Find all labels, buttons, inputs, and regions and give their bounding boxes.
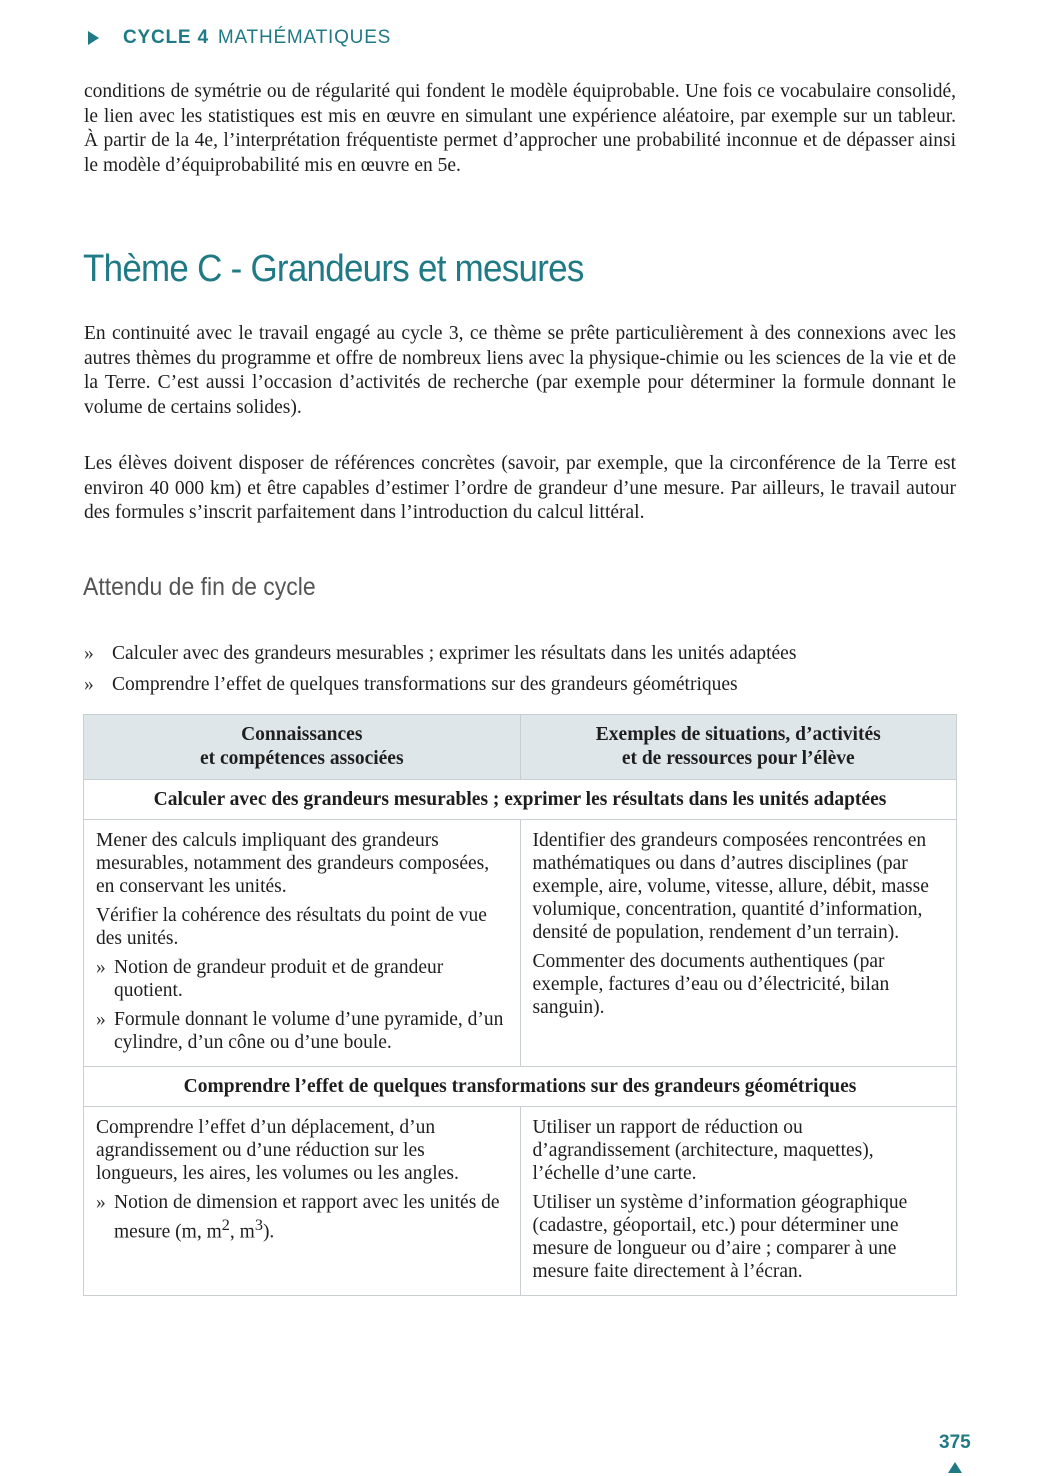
table-row — [84, 1107, 957, 1296]
table-row — [84, 820, 957, 1067]
section-title: Calculer avec des grandeurs mesurables ; exprimer les résultats dans les unités adaptées — [84, 780, 957, 820]
cell-paragraph: Commenter des documents authentiques (par exemple, factures d’eau ou d’électricité, bilan sanguin). — [532, 951, 890, 1018]
header-cycle: CYCLE 4 — [123, 27, 209, 48]
table-cell-right — [520, 1107, 957, 1296]
cell-bullet: » Notion de grandeur produit et de grandeur quotient. — [96, 957, 444, 1001]
chevron-bullet-icon: » — [96, 1192, 106, 1213]
cell-bullet: » Notion de dimension et rapport avec les unités de mesure (m, $m^2$, $m^3$). — [96, 1192, 500, 1243]
table-cell-right — [520, 820, 957, 1067]
cell-paragraph: Utiliser un rapport de réduction ou d’agrandissement (architecture, maquettes), l’échelle d’une carte. — [532, 1117, 874, 1184]
cell-paragraph: Mener des calculs impliquant des grandeurs mesurables, notamment des grandeurs composées, en conservant les unités. — [96, 830, 490, 897]
section-row — [84, 1067, 957, 1107]
header-cell-exemples: Exemples de situations, d’activités et de ressources pour l’élève — [520, 715, 957, 780]
cell-paragraph: Vérifier la cohérence des résultats du point de vue des unités. — [96, 905, 487, 949]
goal-text: Comprendre l’effet de quelques transformations sur des grandeurs géométriques — [112, 674, 738, 695]
header-cell-connaissances: Connaissances et compétences associées — [84, 715, 521, 780]
cell-paragraph: Identifier des grandeurs composées rencontrées en mathématiques ou dans d’autres disciplines (par exemple, aire, volume, vitesse, allure, débit, masse volumique, concentration, quantité d’information, densité de population, rendement d’un terrain). — [532, 830, 929, 943]
cell-bullet: » Formule donnant le volume d’une pyramide, d’un cylindre, d’un cône ou d’une boule. — [96, 1009, 504, 1053]
chevron-bullet-icon: » — [84, 643, 94, 664]
list-item — [84, 638, 964, 669]
triangle-up-icon — [948, 1462, 962, 1473]
intro-paragraph: conditions de symétrie ou de régularité qui fondent le modèle équiprobable. Une fois ce vocabulaire consolidé, le lien avec les statistiques est mis en œuvre en simulant une expérience aléatoire, par exemple sur un tableur. À partir de la 4e, l’interprétation fréquentiste permet d’approcher une probabilité inconnue et de dépasser ainsi le modèle d’équiprobabilité mis en œuvre en 5e. — [84, 81, 956, 176]
chevron-bullet-icon: » — [84, 674, 94, 695]
triangle-right-icon — [88, 31, 99, 45]
chevron-bullet-icon: » — [96, 1009, 106, 1030]
list-item — [84, 669, 964, 700]
competences-table — [83, 714, 957, 1296]
paragraph-2: Les élèves doivent disposer de références concrètes (savoir, par exemple, que la circonférence de la Terre est environ 40 000 km) et être capables d’estimer l’ordre de grandeur d’une mesure. Par ailleurs, le travail autour des formules s’inscrit parfaitement dans l’introduction du calcul littéral. — [84, 453, 956, 524]
theme-title: Thème C - Grandeurs et mesures — [83, 248, 584, 290]
attendu-heading: Attendu de fin de cycle — [83, 573, 316, 601]
running-header — [88, 27, 391, 49]
cell-paragraph: Utiliser un système d’information géographique (cadastre, géoportail, etc.) pour déterminer une mesure de longueur ou d’aire ; comparer à une mesure faite directement à l’écran. — [532, 1192, 908, 1282]
cell-paragraph: Comprendre l’effet d’un déplacement, d’un agrandissement ou d’une réduction sur les longueurs, les aires, les volumes ou les angles. — [96, 1117, 459, 1184]
table-cell-left — [84, 1107, 521, 1296]
paragraph-1: En continuité avec le travail engagé au cycle 3, ce thème se prête particulièrement à des connexions avec les autres thèmes du programme et offre de nombreux liens avec la physique-chimie ou les sciences de la vie et de la Terre. C’est aussi l’occasion d’activités de recherche (par exemple pour déterminer la formule donnant le volume de certains solides). — [84, 323, 956, 418]
chevron-bullet-icon: » — [96, 957, 106, 978]
page-number: 375 — [939, 1432, 971, 1453]
goals-list — [84, 638, 964, 700]
table-cell-left — [84, 820, 521, 1067]
section-title: Comprendre l’effet de quelques transformations sur des grandeurs géométriques — [84, 1067, 957, 1107]
goal-text: Calculer avec des grandeurs mesurables ; exprimer les résultats dans les unités adaptées — [112, 643, 797, 664]
header-subject: MATHÉMATIQUES — [217, 27, 392, 48]
table-header-row — [84, 715, 957, 780]
section-row — [84, 780, 957, 820]
